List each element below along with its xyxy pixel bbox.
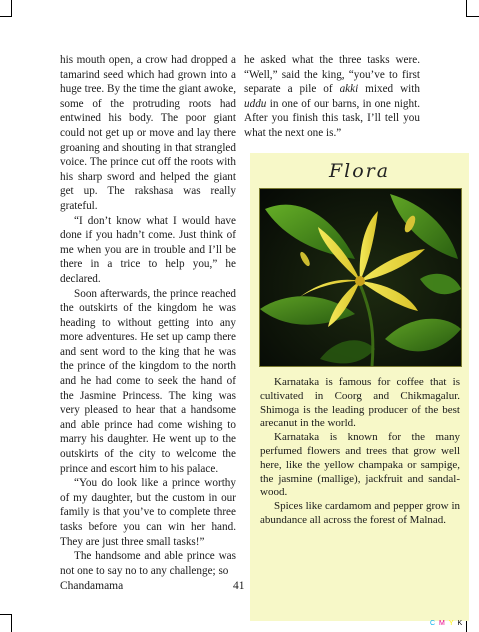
flora-sidebar-box xyxy=(250,153,469,621)
text-span: mixed with xyxy=(358,83,420,96)
black-mark: K xyxy=(457,620,464,627)
crop-mark-top-left xyxy=(11,0,12,16)
paragraph: his mouth open, a crow had dropped a tamarind seed which had grown into a huge tree. By the time the giant awoke, some of the protruding roots had entwined his body. The poor giant could not get up or move and lay there groaning and shouting in that strangled voice. The prince cut off the roots with his sharp sword and helped the giant get up. The rakshasa was really grateful. xyxy=(60,54,236,212)
text-span: he asked what the three tasks were. “Well,” said the king, “you’ve to first separate a pile of xyxy=(244,54,420,96)
paragraph: Soon afterwards, the prince reached the outskirts of the kingdom he was heading to without getting into any more adventures. He set up camp there and sent word to the king that he was the prince of the kingdom to the north and he had come to seek the hand of the Jasmine Princess. The king was very pleased to hear that a handsome and able prince had come wishing to marry his daughter. He went up to the outskirts of the city to welcome the prince and escort him to his palace. xyxy=(60,287,236,475)
magenta-mark: M xyxy=(439,620,446,627)
right-column xyxy=(244,53,420,141)
paragraph: The handsome and able prince was not one to say no to any challenge; so xyxy=(60,550,236,577)
cyan-mark: C xyxy=(430,620,437,627)
paragraph: “I don’t know what I would have done if you hadn’t come. Just think of me when you are in trouble and I’ll be there in a trice to help you,” he declared. xyxy=(60,214,236,285)
paragraph: Spices like cardamom and pepper grow in abundance all across the forest of Malnad. xyxy=(260,500,460,526)
paragraph: “You do look like a prince worthy of my daughter, but the custom in our family is that you’ve to complete three tasks before you can win her hand. They are just three small tasks!” xyxy=(60,477,236,548)
crop-mark-top-right xyxy=(466,16,479,17)
crop-mark-bottom-left xyxy=(11,614,12,632)
flower-illustration xyxy=(260,189,461,366)
italic-word: uddu xyxy=(244,97,267,110)
left-column xyxy=(60,53,236,578)
yellow-mark: Y xyxy=(448,620,455,627)
magazine-name: Chandamama xyxy=(60,580,124,592)
champaka-flower-photo xyxy=(259,188,462,367)
paragraph xyxy=(244,53,420,141)
text-span: in one of our barns, in one night. After you finish this task, I’ll tell you what the next one is.” xyxy=(244,97,420,139)
crop-mark-bottom-left xyxy=(0,614,12,615)
paragraph: Karnataka is famous for coffee that is cultivated in Coorg and Chikmagalur. Shimoga is the leading producer of the best arecanut in the world. xyxy=(260,376,460,430)
paragraph: Karnataka is known for the many perfumed flowers and trees that grow well here, like the yellow champaka or sampige, the jasmine (mallige), jackfruit and sandal-wood. xyxy=(260,431,460,499)
cmyk-print-marks xyxy=(430,620,463,627)
flora-title: Flora xyxy=(328,160,391,182)
flora-text xyxy=(260,376,460,528)
italic-word: akki xyxy=(339,83,359,96)
crop-mark-top-right xyxy=(466,0,467,16)
crop-mark-top-left xyxy=(0,16,12,17)
page-number: 41 xyxy=(233,580,245,592)
